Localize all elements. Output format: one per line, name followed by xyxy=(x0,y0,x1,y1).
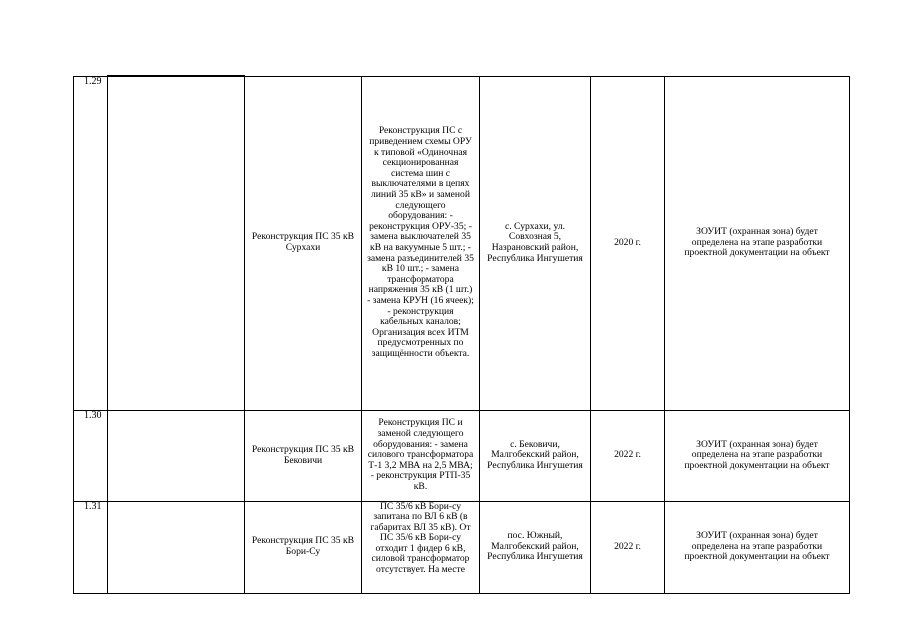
object-name: Реконструкция ПС 35 кВ Сурхахи xyxy=(251,231,355,253)
year: 2022 г. xyxy=(614,540,641,552)
object-name: Реконструкция ПС 35 кВ Бори-Су xyxy=(251,535,355,557)
year-cell xyxy=(591,410,665,501)
table-row xyxy=(74,76,850,410)
zone-note: ЗОУИТ (охранная зона) будет определена на этапе разработки проектной документации на объект xyxy=(684,438,830,471)
table-row xyxy=(74,410,850,501)
location: с. Сурхахи, ул. Совхозная 5, Назрановский район, Республика Ингушетия xyxy=(487,220,583,264)
description-cell xyxy=(362,501,480,593)
description-cell xyxy=(362,76,480,410)
table-row xyxy=(74,501,850,593)
year: 2020 г. xyxy=(614,236,641,248)
work-description: Реконструкция ПС и заменой следующего оборудования: - замена силового трансформатора Т-1 3,2 МВА на 2,5 МВА; - реконструкция РТП-35 кВ. xyxy=(367,417,474,492)
object-name-cell xyxy=(245,410,362,501)
objects-table xyxy=(73,75,850,594)
work-description: Реконструкция ПС с приведением схемы ОРУ к типовой «Одиночная секционированная система шин с выключателями в цепях линий 35 кВ» и заменой следующего оборудования: - реконструкция ОРУ-35; - замена выключателей 35 кВ на вакуумные 5 шт.; - замена разъединителей 35 кВ 10 шт.; - замена трансформатора напряжения 35 кВ (1 шт.) - замена КРУН (16 ячеек); - реконструкция кабельных каналов; Организация всех ИТМ предусмотренных по защищённости объекта. xyxy=(367,125,474,359)
object-name-cell xyxy=(245,76,362,410)
zone-note: ЗОУИТ (охранная зона) будет определена на этапе разработки проектной документации на объект xyxy=(684,226,830,259)
location-cell xyxy=(480,410,591,501)
location: с. Бековичи, Малгобекский район, Республика Ингушетия xyxy=(487,438,583,471)
empty-cell xyxy=(108,410,245,501)
year-cell xyxy=(591,76,665,410)
zone-cell xyxy=(665,410,850,501)
zone-note: ЗОУИТ (охранная зона) будет определена на этапе разработки проектной документации на объект xyxy=(684,530,830,563)
year-cell xyxy=(591,501,665,593)
work-description: ПС 35/6 кВ Бори-су запитана по ВЛ 6 кВ (в габаритах ВЛ 35 кВ). От ПС 35/6 кВ Бори-су отходит 1 фидер 6 кВ, силовой трансформатор отсутствует. На месте xyxy=(370,500,471,576)
row-number: 1.29 xyxy=(74,76,108,410)
row-number: 1.31 xyxy=(74,501,108,593)
row-number: 1.30 xyxy=(74,410,108,501)
location: пос. Южный, Малгобекский район, Республика Ингушетия xyxy=(487,530,583,563)
object-name-cell xyxy=(245,501,362,593)
zone-cell xyxy=(665,76,850,410)
location-cell xyxy=(480,76,591,410)
empty-cell xyxy=(108,76,245,410)
location-cell xyxy=(480,501,591,593)
zone-cell xyxy=(665,501,850,593)
empty-cell xyxy=(108,501,245,593)
object-name: Реконструкция ПС 35 кВ Бековичи xyxy=(251,443,355,466)
year: 2022 г. xyxy=(614,449,641,461)
description-cell xyxy=(362,410,480,501)
